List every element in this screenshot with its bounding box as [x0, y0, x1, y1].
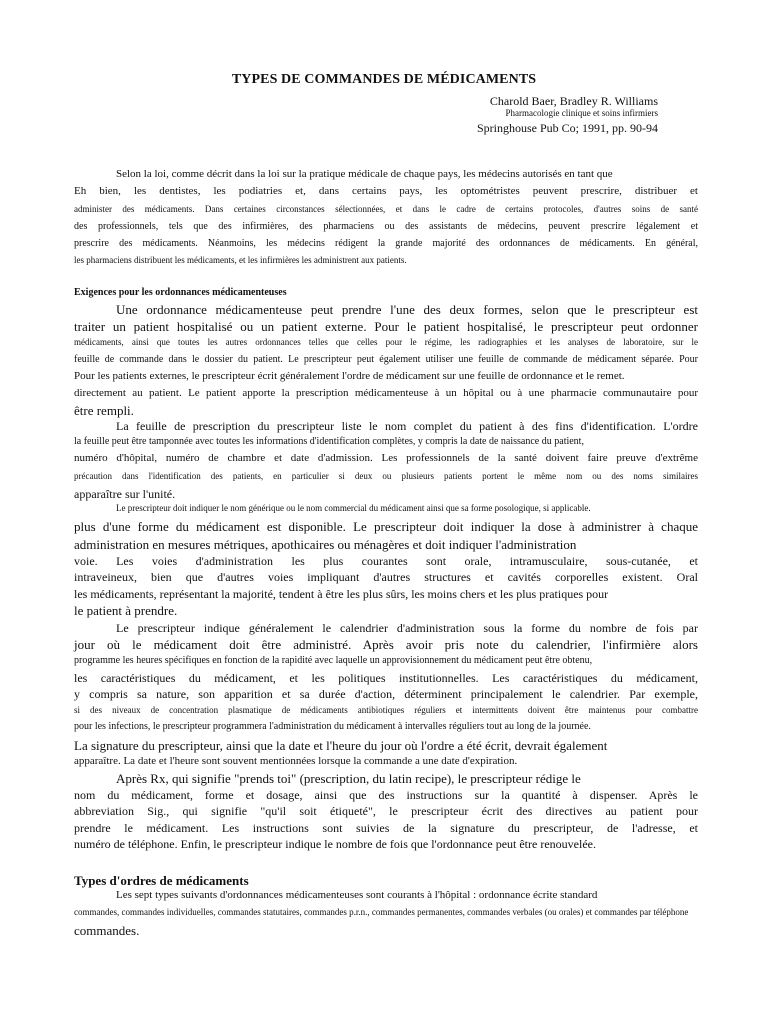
section-heading-requirements: Exigences pour les ordonnances médicamenteuses — [74, 287, 287, 298]
body-line: traiter un patient hospitalisé ou un patient externe. Pour le patient hospitalisé, le prescripteur peut ordonner — [74, 319, 698, 334]
body-line: Le prescripteur indique généralement le calendrier d'administration sous la forme du nombre de fois par — [116, 621, 698, 635]
body-line: numéro d'hôpital, numéro de chambre et date d'admission. Les professionnels de la santé doivent faire preuve d'extrême — [74, 452, 698, 464]
body-line: numéro de téléphone. Enfin, le prescripteur indique le nombre de fois que l'ordonnance peut être renouvelée. — [74, 837, 596, 851]
book-title: Pharmacologie clinique et soins infirmiers — [505, 108, 658, 118]
body-line: le patient à prendre. — [74, 603, 178, 618]
authors: Charold Baer, Bradley R. Williams — [489, 94, 658, 108]
body-line: Les sept types suivants d'ordonnances médicamenteuses sont courants à l'hôpital : ordonnance écrite standard — [116, 889, 598, 901]
body-line: prendre le médicament. Les instructions sont suivies de la signature du prescripteur, de l'adresse, et — [74, 821, 698, 835]
publisher: Springhouse Pub Co; 1991, pp. 90-94 — [476, 121, 658, 135]
intro-line: Eh bien, les dentistes, les podiatries et, dans certains pays, les optométristes peuvent prescrire, distribuer et — [74, 185, 698, 197]
body-line: Le prescripteur doit indiquer le nom générique ou le nom commercial du médicament ainsi que sa forme posologique, si applicable. — [116, 503, 591, 513]
section-heading-order-types: Types d'ordres de médicaments — [74, 873, 249, 888]
body-line: voie. Les voies d'administration les plus courantes sont orale, intramusculaire, sous-cutanée, et — [74, 554, 698, 568]
document-title: TYPES DE COMMANDES DE MÉDICAMENTS — [231, 72, 537, 87]
body-line: Pour les patients externes, le prescripteur écrit généralement l'ordre de médicament sur une feuille de ordonnance et le remet. — [74, 370, 625, 382]
body-line: nom du médicament, forme et dosage, ainsi que des instructions sur la quantité à dispenser. Après le — [74, 788, 698, 802]
body-line: plus d'une forme du médicament est disponible. Le prescripteur doit indiquer la dose à administrer à chaque — [74, 519, 698, 534]
body-line: médicaments, ainsi que toutes les autres ordonnances telles que celles pour le régime, les radiographies et les analyses de laboratoire, sur le — [74, 337, 698, 347]
body-line: être rempli. — [74, 403, 134, 418]
intro-line: des professionnels, tels que des infirmières, des pharmaciens ou des assistants de médecins, peuvent prescrire légalement et — [74, 221, 698, 232]
body-line: administration en mesures métriques, apothicaires ou ménagères et doit indiquer l'administration — [74, 537, 577, 552]
intro-line: administer des médicaments. Dans certaines circonstances sélectionnées, et dans le cadre de certains protocoles, d'autres soins de santé — [74, 204, 698, 214]
body-line: les médicaments, représentant la majorité, tendent à être les plus sûrs, les moins chers et les plus pratiques pour — [74, 587, 609, 601]
body-line: si des niveaux de concentration plasmatique de médicaments antibiotiques réguliers et intermittents doivent être maintenus pour combattre — [74, 705, 698, 715]
intro-line: Selon la loi, comme décrit dans la loi sur la pratique médicale de chaque pays, les médecins autorisés en tant que — [116, 168, 613, 180]
body-line: y compris sa nature, son apparition et sa durée d'action, déterminent principalement le calendrier. Par exemple, — [74, 687, 698, 701]
body-line: commandes. — [74, 923, 140, 938]
body-line: précaution dans l'identification des patients, en particulier si deux ou plusieurs patients portent le même nom ou des noms similaires — [74, 471, 698, 481]
body-line: jour où le médicament doit être administré. Après avoir pris note du calendrier, l'infirmière alors — [74, 637, 698, 652]
body-line: la feuille peut être tamponnée avec toutes les informations d'identification complètes, y compris la date de naissance du patient, — [74, 436, 584, 447]
body-line: programme les heures spécifiques en fonction de la rapidité avec laquelle un approvisionnement du médicament peut être obtenu, — [74, 655, 593, 666]
intro-line: les pharmaciens distribuent les médicaments, et les infirmières les administrent aux patients. — [74, 255, 407, 265]
body-line: apparaître. La date et l'heure sont souvent mentionnées lorsque la commande a une date d'expiration. — [74, 755, 518, 767]
body-line: feuille de commande dans le dossier du patient. Le prescripteur peut également utiliser une feuille de commande de médicament séparée. Pour — [74, 354, 698, 365]
body-line: directement au patient. Le patient apporte la prescription médicamenteuse à un hôpital ou à une pharmacie communautaire pour — [74, 387, 698, 399]
body-line: abbreviation Sig., qui signifie "qu'il soit étiqueté", le prescripteur écrit des directives au patient pour — [74, 804, 698, 818]
body-line: pour les infections, le prescripteur programmera l'administration du médicament à intervalles réguliers tout au long de la journée. — [74, 721, 591, 732]
body-line: commandes, commandes individuelles, commandes statutaires, commandes p.r.n., commandes permanentes, commandes verbales (ou orales) et commandes par téléphone — [74, 907, 689, 917]
body-line: La feuille de prescription du prescripteur liste le nom complet du patient à des fins d'identification. L'ordre — [116, 419, 698, 433]
body-line: Une ordonnance médicamenteuse peut prendre l'une des deux formes, selon que le prescripteur est — [116, 302, 698, 317]
body-line: intraveineux, bien que d'autres voies impliquant d'autres structures et cavités corporelles existent. Oral — [74, 570, 698, 584]
body-line: La signature du prescripteur, ainsi que la date et l'heure du jour où l'ordre a été écrit, devrait également — [74, 738, 608, 753]
body-line: Après Rx, qui signifie "prends toi" (prescription, du latin recipe), le prescripteur rédige le — [116, 771, 581, 786]
intro-line: prescrire des médicaments. Néanmoins, les médecins rédigent la grande majorité des ordonnances de médicaments. En général, — [74, 238, 698, 249]
body-line: les caractéristiques du médicament, et les politiques institutionnelles. Les caractéristiques du médicament, — [74, 671, 698, 685]
body-line: apparaître sur l'unité. — [74, 487, 176, 501]
